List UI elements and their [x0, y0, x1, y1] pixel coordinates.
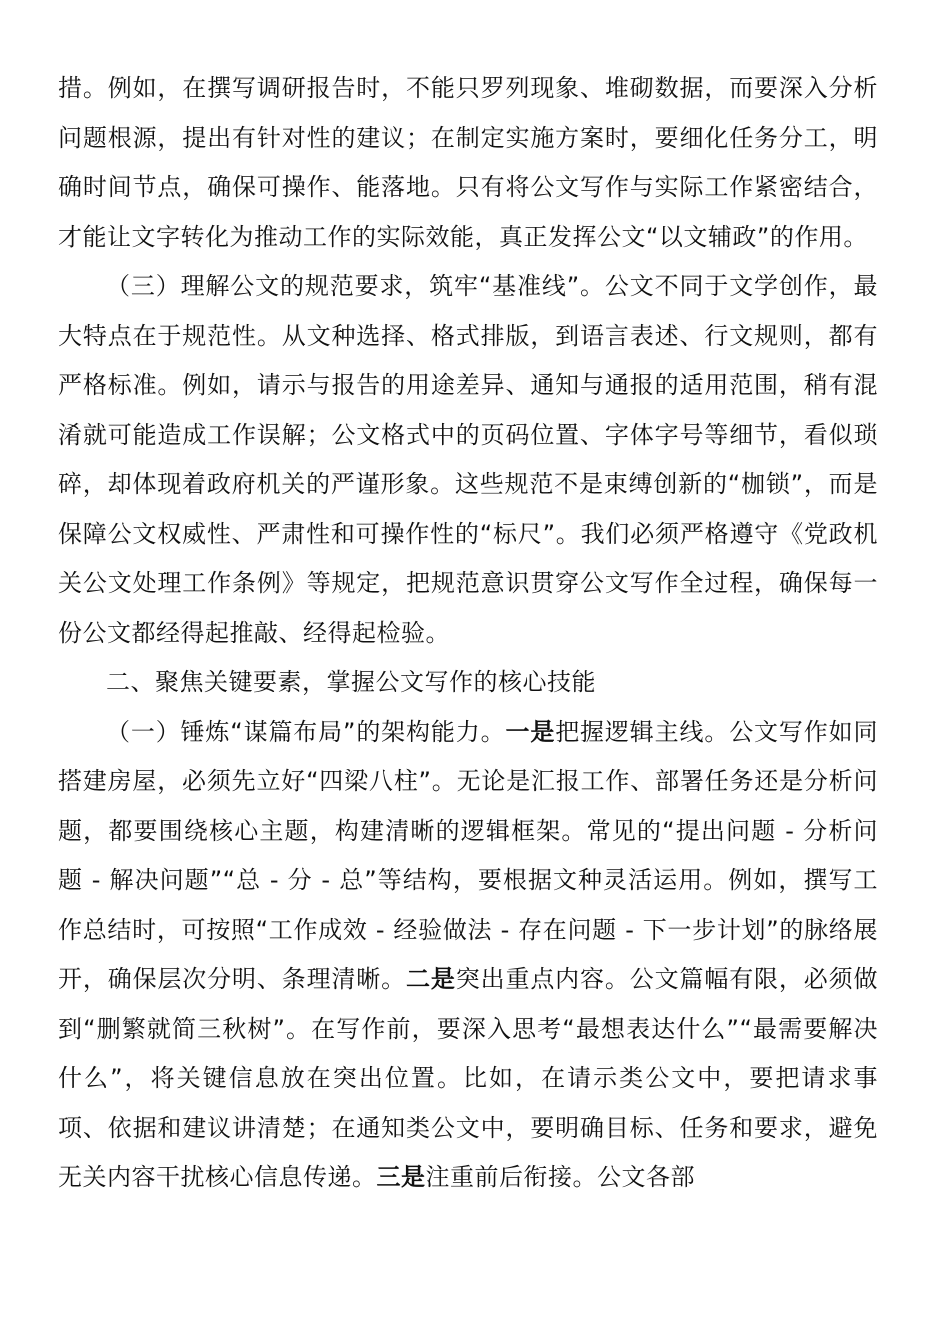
bold-marker-first: 一是	[505, 717, 556, 746]
paragraph-continuation: 措。例如，在撰写调研报告时，不能只罗列现象、堆砌数据，而要深入分析问题根源，提出有针对性的建议；在制定实施方案时，要细化任务分工，明确时间节点，确保可操作、能落地。只有将公文写作与实际工作紧密结合，才能让文字转化为推动工作的实际效能，真正发挥公文“以文辅政”的作用。	[58, 74, 878, 251]
paragraph-segment: 把握逻辑主线。公文写作如同搭建房屋，必须先立好“四梁八柱”。无论是汇报工作、部署任务还是分析问题，都要围绕核心主题，构建清晰的逻辑框架。常见的“提出问题 - 分析问题 - 解决问题”“总 - 分 - 总”等结构，要根据文种灵活运用。例如，撰写工作总结时，可按照“工作成效 - 经验做法 - 存在问题 - 下一步计划”的脉络展开，确保层次分明、条理清晰。	[58, 717, 878, 993]
paragraph-section-three: （三）理解公文的规范要求，筑牢“基准线”。公文不同于文学创作，最大特点在于规范性。从文种选择、格式排版，到语言表述、行文规则，都有严格标准。例如，请示与报告的用途差异、通知与通报的适用范围，稍有混淆就可能造成工作误解；公文格式中的页码位置、字体字号等细节，看似琐碎，却体现着政府机关的严谨形象。这些规范不是束缚创新的“枷锁”，而是保障公文权威性、严肃性和可操作性的“标尺”。我们必须严格遵守《党政机关公文处理工作条例》等规定，把规范意识贯穿公文写作全过程，确保每一份公文都经得起推敲、经得起检验。	[58, 272, 878, 647]
paragraph-subsection-one	[58, 708, 878, 1203]
bold-marker-third: 三是	[376, 1163, 426, 1191]
paragraph-segment: 突出重点内容。公文篇幅有限，必须做到“删繁就简三秋树”。在写作前，要深入思考“最想表达什么”“最需要解决什么”，将关键信息放在突出位置。比如，在请示类公文中，要把请求事项、依据和建议讲清楚；在通知类公文中，要明确目标、任务和要求，避免无关内容干扰核心信息传递。	[58, 965, 878, 1191]
paragraph-segment: 注重前后衔接。公文各部	[425, 1163, 695, 1191]
section-heading-two: 二、聚焦关键要素，掌握公文写作的核心技能	[106, 668, 596, 696]
bold-marker-second: 二是	[406, 965, 456, 993]
document-body	[58, 64, 878, 1203]
paragraph-segment: （一）锤炼“谋篇布局”的架构能力。	[106, 717, 506, 746]
